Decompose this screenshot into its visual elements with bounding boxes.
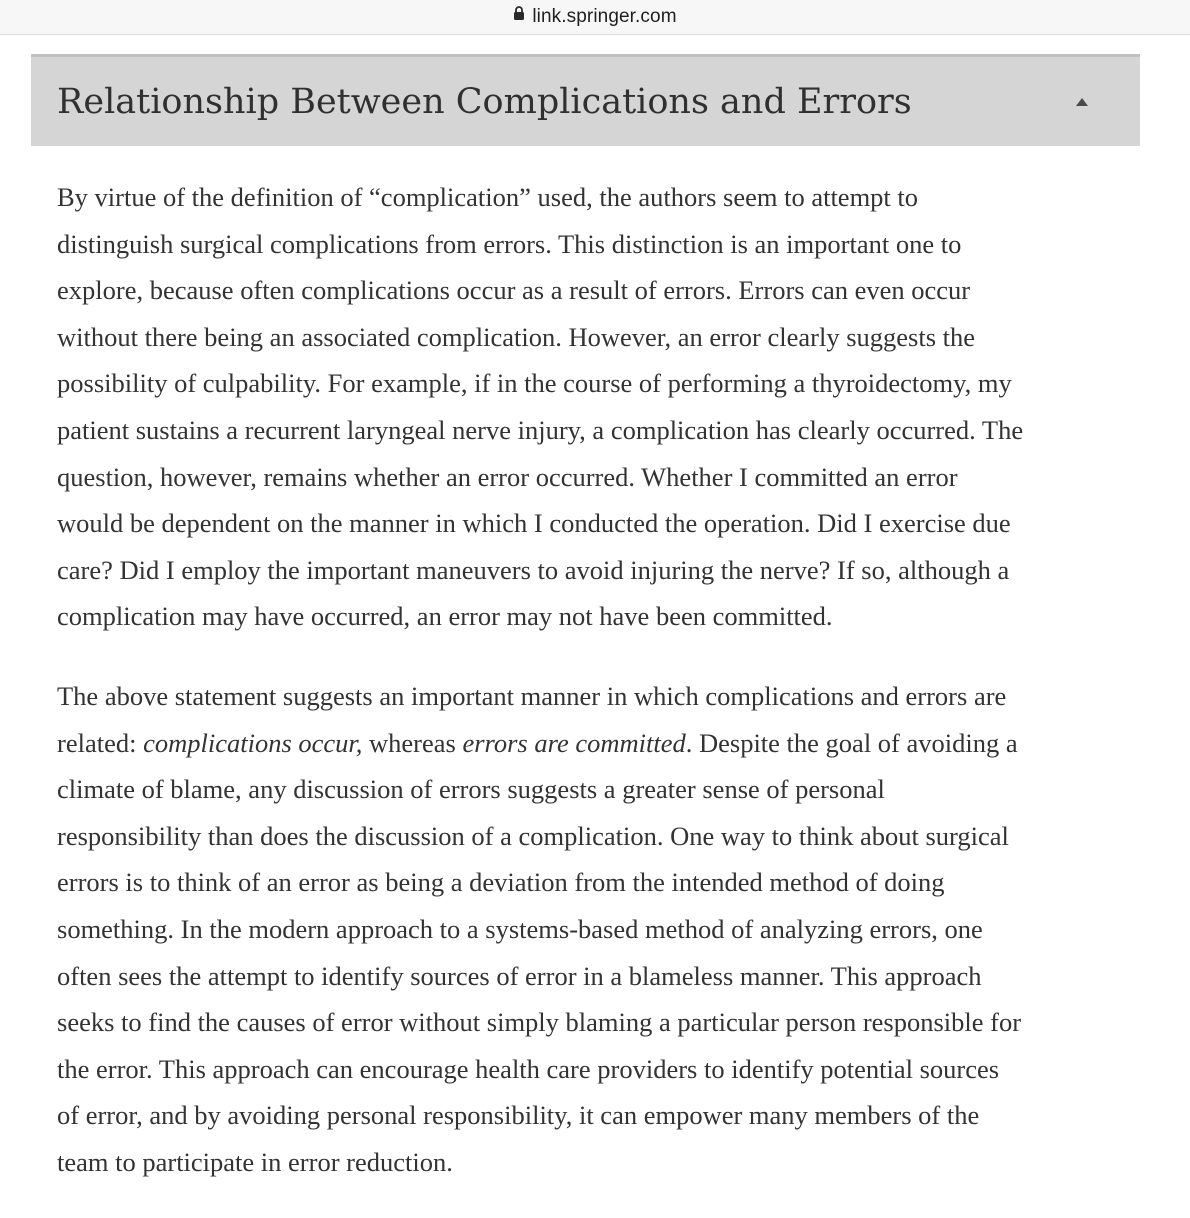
caret-up-icon[interactable] (1070, 90, 1094, 114)
text-line: would be dependent on the manner in which I conducted the operation. Did I exercise due (57, 508, 1011, 539)
text-line: errors is to think of an error as being a deviation from the intended method of doing (57, 867, 945, 898)
text-line: seeks to find the causes of error without simply blaming a particular person responsible for (57, 1007, 1022, 1038)
emphasis-errors-committed: errors are committed (462, 727, 686, 758)
section-title: Relationship Between Complications and Errors (57, 81, 912, 122)
text-line: complication may have occurred, an error may not have been committed. (57, 601, 833, 632)
article-body (57, 174, 1147, 1218)
text-line: often sees the attempt to identify sources of error in a blameless manner. This approach (57, 960, 982, 991)
paragraph-1 (57, 174, 1147, 640)
url-text: link.springer.com (532, 6, 677, 27)
section-header[interactable] (31, 54, 1140, 146)
text-run: whereas (362, 727, 463, 758)
text-run: . Despite the goal of avoiding a (685, 727, 1018, 758)
text-line: question, however, remains whether an error occurred. Whether I committed an error (57, 461, 958, 492)
text-line: team to participate in error reduction. (57, 1146, 453, 1177)
text-line: care? Did I employ the important maneuvers to avoid injuring the nerve? If so, although a (57, 554, 1010, 585)
text-line: responsibility than does the discussion of a complication. One way to think about surgical (57, 820, 1009, 851)
text-line: patient sustains a recurrent laryngeal nerve injury, a complication has clearly occurred. The (57, 414, 1024, 445)
text-line: the error. This approach can encourage health care providers to identify potential sources (57, 1053, 1000, 1084)
text-line: distinguish surgical complications from errors. This distinction is an important one to (57, 228, 962, 259)
text-line: without there being an associated complication. However, an error clearly suggests the (57, 321, 976, 352)
emphasis-complications-occur: complications occur, (143, 727, 363, 758)
address-bar[interactable] (0, 0, 1190, 35)
text-line: By virtue of the definition of “complication” used, the authors seem to attempt to (57, 182, 919, 212)
text-run: related: (57, 727, 144, 758)
text-line: The above statement suggests an important manner in which complications and errors are (57, 680, 1007, 711)
text-line: possibility of culpability. For example, if in the course of performing a thyroidectomy, my (57, 368, 1012, 399)
text-line: of error, and by avoiding personal responsibility, it can empower many members of the (57, 1100, 980, 1131)
text-line: something. In the modern approach to a systems-based method of analyzing errors, one (57, 913, 983, 944)
paragraph-2 (57, 673, 1147, 1186)
text-line-mixed (57, 720, 1147, 767)
text-line: explore, because often complications occur as a result of errors. Errors can even occur (57, 275, 971, 306)
lock-icon (513, 5, 525, 27)
text-line: climate of blame, any discussion of errors suggests a greater sense of personal (57, 774, 885, 805)
